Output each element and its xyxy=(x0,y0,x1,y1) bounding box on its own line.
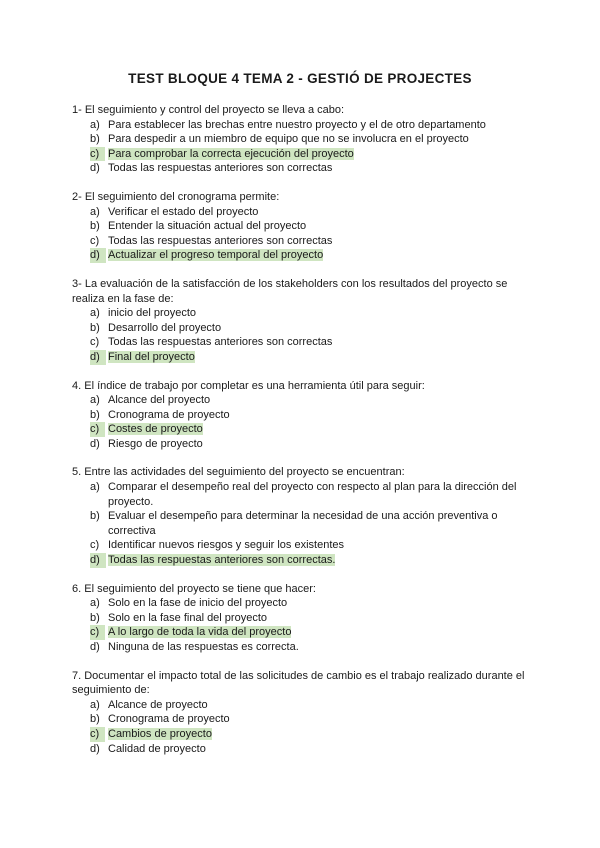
option-text: Cronograma de proyecto xyxy=(108,713,230,726)
option-text: Alcance de proyecto xyxy=(108,698,208,711)
question-stem: 2- El seguimiento del cronograma permite: xyxy=(72,190,280,203)
question-stem: 3- La evaluación de la satisfacción de los stakeholders con los resultados del proyecto se realiza en la fase de: xyxy=(72,277,508,305)
answer-option xyxy=(72,335,532,350)
answer-options xyxy=(72,306,532,364)
question-stem: 6. El seguimiento del proyecto se tiene que hacer: xyxy=(72,582,316,595)
option-text: Verificar el estado del proyecto xyxy=(108,205,259,218)
answer-option xyxy=(72,205,532,220)
question-2 xyxy=(72,190,532,263)
answer-options xyxy=(72,393,532,451)
option-text: Solo en la fase final del proyecto xyxy=(108,611,267,624)
question-stem: 1- El seguimiento y control del proyecto se lleva a cabo: xyxy=(72,104,345,116)
option-letter: b) xyxy=(90,713,100,726)
option-text: Cronograma de proyecto xyxy=(108,408,230,421)
option-text: Para comprobar la correcta ejecución del proyecto xyxy=(108,147,354,160)
option-letter: c) xyxy=(90,234,100,247)
answer-options xyxy=(72,698,532,756)
answer-option xyxy=(72,538,532,553)
answer-options xyxy=(72,118,532,176)
option-text: Costes de proyecto xyxy=(108,423,203,436)
option-letter: d) xyxy=(90,162,100,175)
answer-option-correct xyxy=(72,727,532,742)
answer-option xyxy=(72,132,532,147)
question-3 xyxy=(72,277,532,365)
option-text: Todas las respuestas anteriores son correctas xyxy=(108,234,333,247)
question-stem: 7. Documentar el impacto total de las solicitudes de cambio es el trabajo realizado durante el seguimiento de: xyxy=(72,669,525,697)
option-text: Desarrollo del proyecto xyxy=(108,321,222,334)
option-letter: b) xyxy=(90,611,100,624)
answer-option xyxy=(72,437,532,452)
option-letter: a) xyxy=(90,205,100,218)
option-text: Evaluar el desempeño para determinar la necesidad de una acción preventiva o correctiva xyxy=(108,510,498,537)
option-text: Calidad de proyecto xyxy=(108,742,206,755)
answer-options xyxy=(72,596,532,654)
option-letter: a) xyxy=(90,597,100,610)
option-text: Comparar el desempeño real del proyecto con respecto al plan para la dirección del proyecto. xyxy=(108,481,517,508)
option-text: Todas las respuestas anteriores son correctas xyxy=(108,336,333,349)
option-text: Entender la situación actual del proyecto xyxy=(108,220,307,233)
option-text: A lo largo de toda la vida del proyecto xyxy=(108,626,292,639)
answer-option-correct xyxy=(72,422,532,437)
option-letter: c) xyxy=(90,147,105,162)
answer-option xyxy=(72,611,532,626)
option-text: Cambios de proyecto xyxy=(108,727,212,740)
option-text: Todas las respuestas anteriores son correctas. xyxy=(108,554,336,567)
option-letter: c) xyxy=(90,625,105,640)
answer-option xyxy=(72,596,532,611)
option-letter: d) xyxy=(90,553,106,568)
answer-option xyxy=(72,742,532,757)
option-letter: d) xyxy=(90,742,100,755)
option-letter: b) xyxy=(90,133,100,146)
answer-option xyxy=(72,408,532,423)
question-stem: 4. El índice de trabajo por completar es una herramienta útil para seguir: xyxy=(72,379,425,392)
option-text: Actualizar el progreso temporal del proyecto xyxy=(108,249,324,262)
answer-option-correct xyxy=(72,147,532,162)
option-text: inicio del proyecto xyxy=(108,307,197,320)
option-letter: d) xyxy=(90,350,106,365)
option-letter: c) xyxy=(90,336,100,349)
option-text: Para despedir a un miembro de equipo que no se involucra en el proyecto xyxy=(108,133,469,146)
option-text: Alcance del proyecto xyxy=(108,394,211,407)
answer-option xyxy=(72,698,532,713)
option-text: Final del proyecto xyxy=(108,350,195,363)
option-letter: c) xyxy=(90,539,100,552)
question-stem: 5. Entre las actividades del seguimiento del proyecto se encuentran: xyxy=(72,466,405,479)
answer-option xyxy=(72,161,532,176)
answer-option-correct xyxy=(72,553,532,568)
answer-options xyxy=(72,480,532,568)
option-letter: c) xyxy=(90,727,105,742)
question-7 xyxy=(72,669,532,757)
option-text: Para establecer las brechas entre nuestro proyecto y el de otro departamento xyxy=(108,118,486,131)
question-4 xyxy=(72,379,532,452)
answer-option xyxy=(72,306,532,321)
answer-option xyxy=(72,234,532,249)
option-letter: a) xyxy=(90,394,100,407)
answer-option-correct xyxy=(72,350,532,365)
answer-option xyxy=(72,219,532,234)
answer-option xyxy=(72,480,532,509)
option-letter: a) xyxy=(90,118,100,131)
answer-option xyxy=(72,118,532,133)
option-text: Todas las respuestas anteriores son correctas xyxy=(108,162,333,175)
option-text: Solo en la fase de inicio del proyecto xyxy=(108,597,288,610)
option-letter: d) xyxy=(90,641,100,653)
option-letter: b) xyxy=(90,321,100,334)
option-text: Riesgo de proyecto xyxy=(108,437,203,450)
answer-options xyxy=(72,205,532,263)
answer-option-correct xyxy=(72,248,532,263)
option-letter: c) xyxy=(90,422,105,437)
page-title: TEST BLOQUE 4 TEMA 2 - GESTIÓ DE PROJECTES xyxy=(128,71,472,86)
option-text: Ninguna de las respuestas es correcta. xyxy=(108,641,299,653)
option-letter: b) xyxy=(90,510,100,523)
question-5 xyxy=(72,465,532,567)
option-letter: a) xyxy=(90,481,100,494)
option-letter: b) xyxy=(90,220,100,233)
answer-option-correct xyxy=(72,625,532,640)
option-letter: d) xyxy=(90,437,100,450)
option-letter: a) xyxy=(90,307,100,320)
answer-option xyxy=(72,393,532,408)
answer-option xyxy=(72,712,532,727)
option-letter: b) xyxy=(90,408,100,421)
answer-option xyxy=(72,640,532,655)
question-list xyxy=(72,103,532,770)
answer-option xyxy=(72,509,532,538)
option-text: Identificar nuevos riesgos y seguir los existentes xyxy=(108,539,345,552)
option-letter: a) xyxy=(90,698,100,711)
option-letter: d) xyxy=(90,248,106,263)
question-6 xyxy=(72,582,532,655)
question-1 xyxy=(72,103,532,176)
answer-option xyxy=(72,321,532,336)
